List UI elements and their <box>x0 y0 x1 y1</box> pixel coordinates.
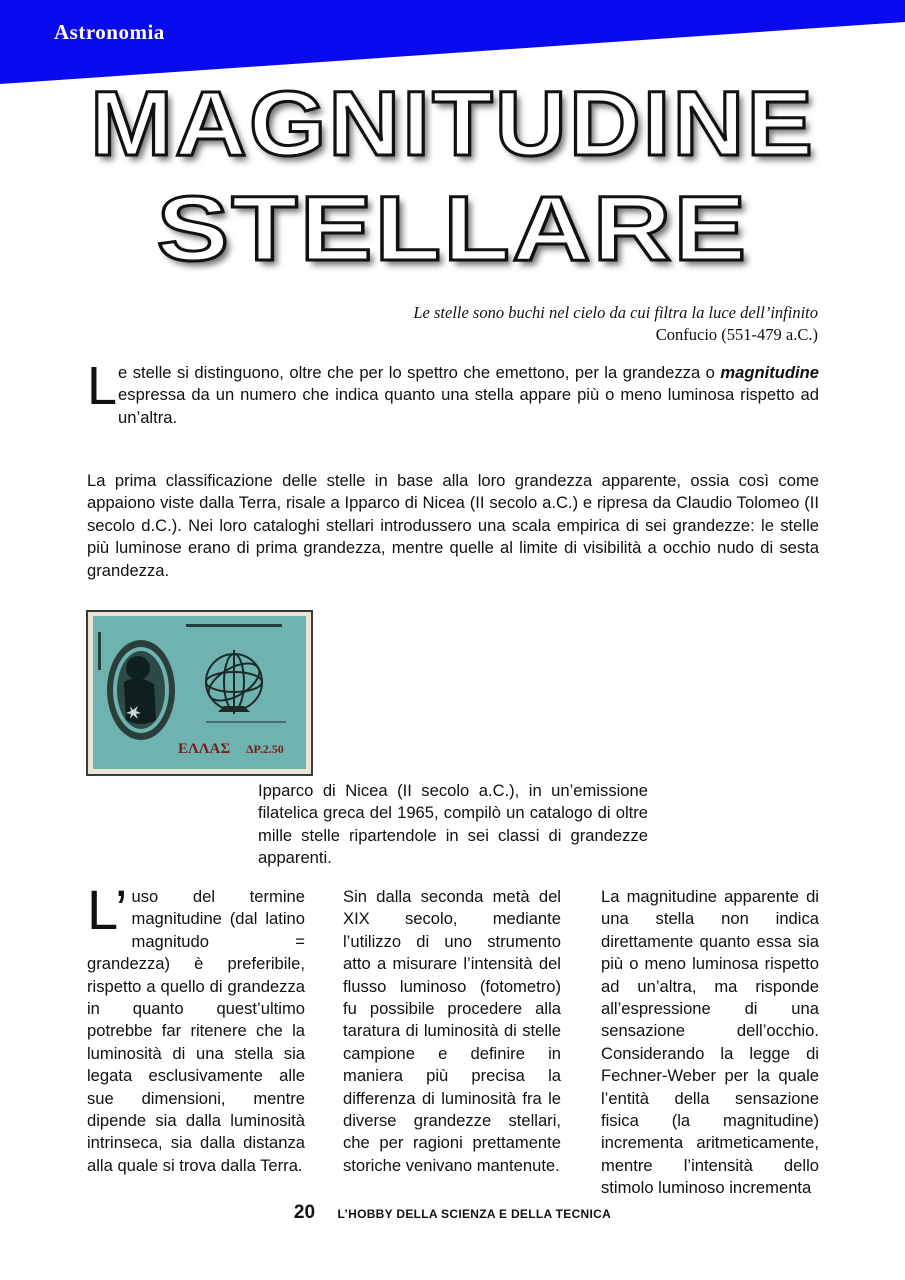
paragraph-2: La prima classificazione delle stelle in base alla loro grandezza apparente, ossia così come appaiono viste dalla Terra, risale a Ipparco di Nicea (II secolo a.C.) e ripresa da Claudio Tolomeo (II secolo d.C.). Nei loro cataloghi stellari introdussero una scala empirica di sei grandezze: le stelle più luminose erano di prima grandezza, mentre quelle al limite di visibilità a occhio nudo di sesta grandezza. <box>87 471 819 580</box>
epigraph <box>413 302 818 346</box>
stamp-value: ΔΡ.2.50 <box>246 742 284 756</box>
epigraph-author: Confucio (551-479 a.C.) <box>655 325 818 344</box>
article-title-line1: MAGNITUDINE <box>90 73 815 175</box>
column-2: Sin dalla seconda metà del XIX secolo, mediante l’utilizzo di uno strumento atto a misurare l’intensità del flusso luminoso (fotometro) fu possibile procedere alla taratura di luminosità di stelle campione e definire in maniera più precisa la differenza di luminosità fra le diverse grandezze stellari, che per ragioni prettamente storiche venivano mantenute. <box>343 887 561 1175</box>
section-label: Astronomia <box>54 20 165 44</box>
intro-emphasis: magnitudine <box>720 363 819 382</box>
stamp-country: ΕΛΛΑΣ <box>178 741 231 757</box>
intro-text-a: e stelle si distinguono, oltre che per lo spettro che emettono, per la grandezza o <box>118 363 721 382</box>
magazine-name: L’HOBBY DELLA SCIENZA E DELLA TECNICA <box>337 1207 612 1221</box>
dropcap: L <box>87 356 118 416</box>
column-1-text: uso del termine magnitudine (dal latino magnitudo = grandezza) è preferibile, rispetto a quello di grandezza in quanto quest’ultimo potrebbe far ritenere che la luminosità di una stella sia legata esclusivamente alle sue dimensioni, mentre dipende sia dalla luminosità intrinseca, sia dalla distanza alla quale si trova dalla Terra. <box>87 887 305 1175</box>
column-1-dropcap: L’ <box>87 878 128 941</box>
hipparchus-stamp-image <box>86 610 313 776</box>
page-number: 20 <box>293 1202 316 1223</box>
image-caption: Ipparco di Nicea (II secolo a.C.), in un’emissione filatelica greca del 1965, compilò un catalogo di oltre mille stelle ripartendole in sei classi di grandezze apparenti. <box>258 781 648 868</box>
column-1 <box>87 878 305 1177</box>
epigraph-text: Le stelle sono buchi nel cielo da cui filtra la luce dell’infinito <box>413 303 818 322</box>
intro-paragraph <box>87 356 819 429</box>
column-3: La magnitudine apparente di una stella non indica direttamente quanto essa sia più o meno luminosa rispetto ad un’altra, ma risponde all’espressione di una sensazione dell’occhio. Considerando la legge di Fechner-Weber per la quale l’entità della sensazione fisica (la magnitudine) incrementa aritmeticamente, mentre l’intensità dello stimolo luminoso incrementa <box>601 887 819 1198</box>
article-title-line2: STELLARE <box>156 178 749 280</box>
page-footer <box>0 1202 905 1224</box>
intro-text-b: espressa da un numero che indica quanto una stella appare più o meno luminosa rispetto ad un’altra. <box>118 385 819 427</box>
